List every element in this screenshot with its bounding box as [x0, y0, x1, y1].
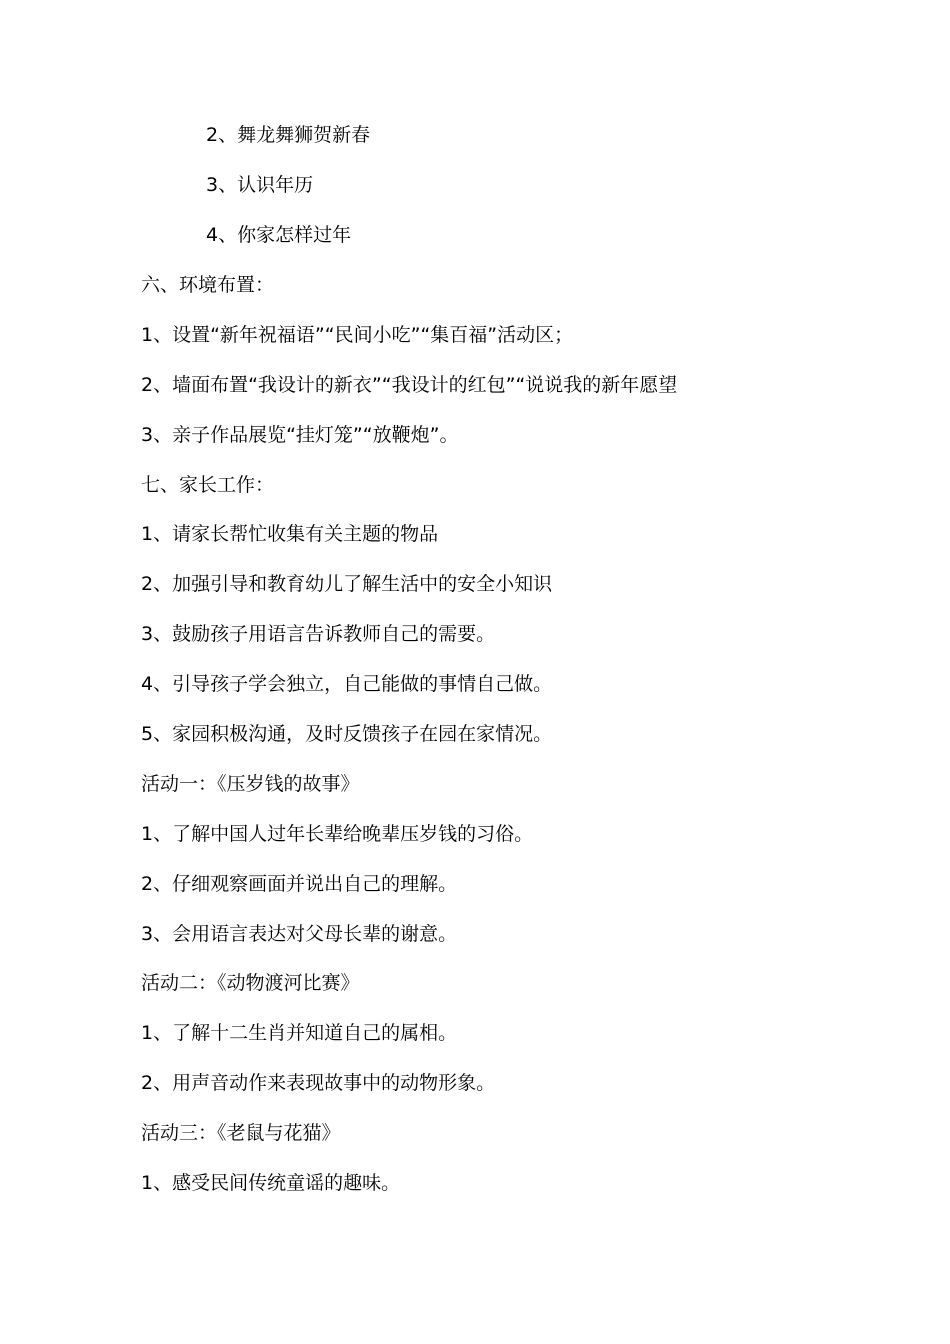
activity-three-goal-1: 1、感受民间传统童谣的趣味。 [141, 1172, 401, 1194]
section-heading-parent-work: 七、家长工作： [141, 474, 275, 496]
activity-one-goal-3: 3、会用语言表达对父母长辈的谢意。 [141, 923, 458, 945]
list-item-dragon-lion-dance: 2、舞龙舞狮贺新春 [206, 124, 371, 146]
environment-item-3: 3、亲子作品展览“挂灯笼”“放鞭炮”。 [141, 424, 459, 446]
activity-one-goal-2: 2、仔细观察画面并说出自己的理解。 [141, 873, 458, 895]
parent-work-item-5: 5、家园积极沟通，及时反馈孩子在园在家情况。 [141, 723, 553, 745]
activity-two-goal-2: 2、用声音动作来表现故事中的动物形象。 [141, 1072, 496, 1094]
activity-one-title: 活动一：《压岁钱的故事》 [141, 773, 360, 795]
section-heading-environment: 六、环境布置： [141, 274, 275, 296]
list-item-know-calendar: 3、认识年历 [206, 174, 314, 196]
environment-item-2: 2、墙面布置“我设计的新衣”“我设计的红包”“说说我的新年愿望 [141, 374, 678, 396]
list-item-how-family-celebrates: 4、你家怎样过年 [206, 224, 352, 246]
parent-work-item-2: 2、加强引导和教育幼儿了解生活中的安全小知识 [141, 573, 553, 595]
activity-three-title: 活动三：《老鼠与花猫》 [141, 1122, 341, 1144]
environment-item-1: 1、设置“新年祝福语”“民间小吃”“集百福”活动区； [141, 324, 574, 346]
activity-two-goal-1: 1、了解十二生肖并知道自己的属相。 [141, 1022, 458, 1044]
parent-work-item-1: 1、请家长帮忙收集有关主题的物品 [141, 523, 439, 545]
activity-two-title: 活动二：《动物渡河比赛》 [141, 972, 360, 994]
activity-one-goal-1: 1、了解中国人过年长辈给晚辈压岁钱的习俗。 [141, 823, 534, 845]
parent-work-item-3: 3、鼓励孩子用语言告诉教师自己的需要。 [141, 623, 496, 645]
parent-work-item-4: 4、引导孩子学会独立，自己能做的事情自己做。 [141, 673, 553, 695]
